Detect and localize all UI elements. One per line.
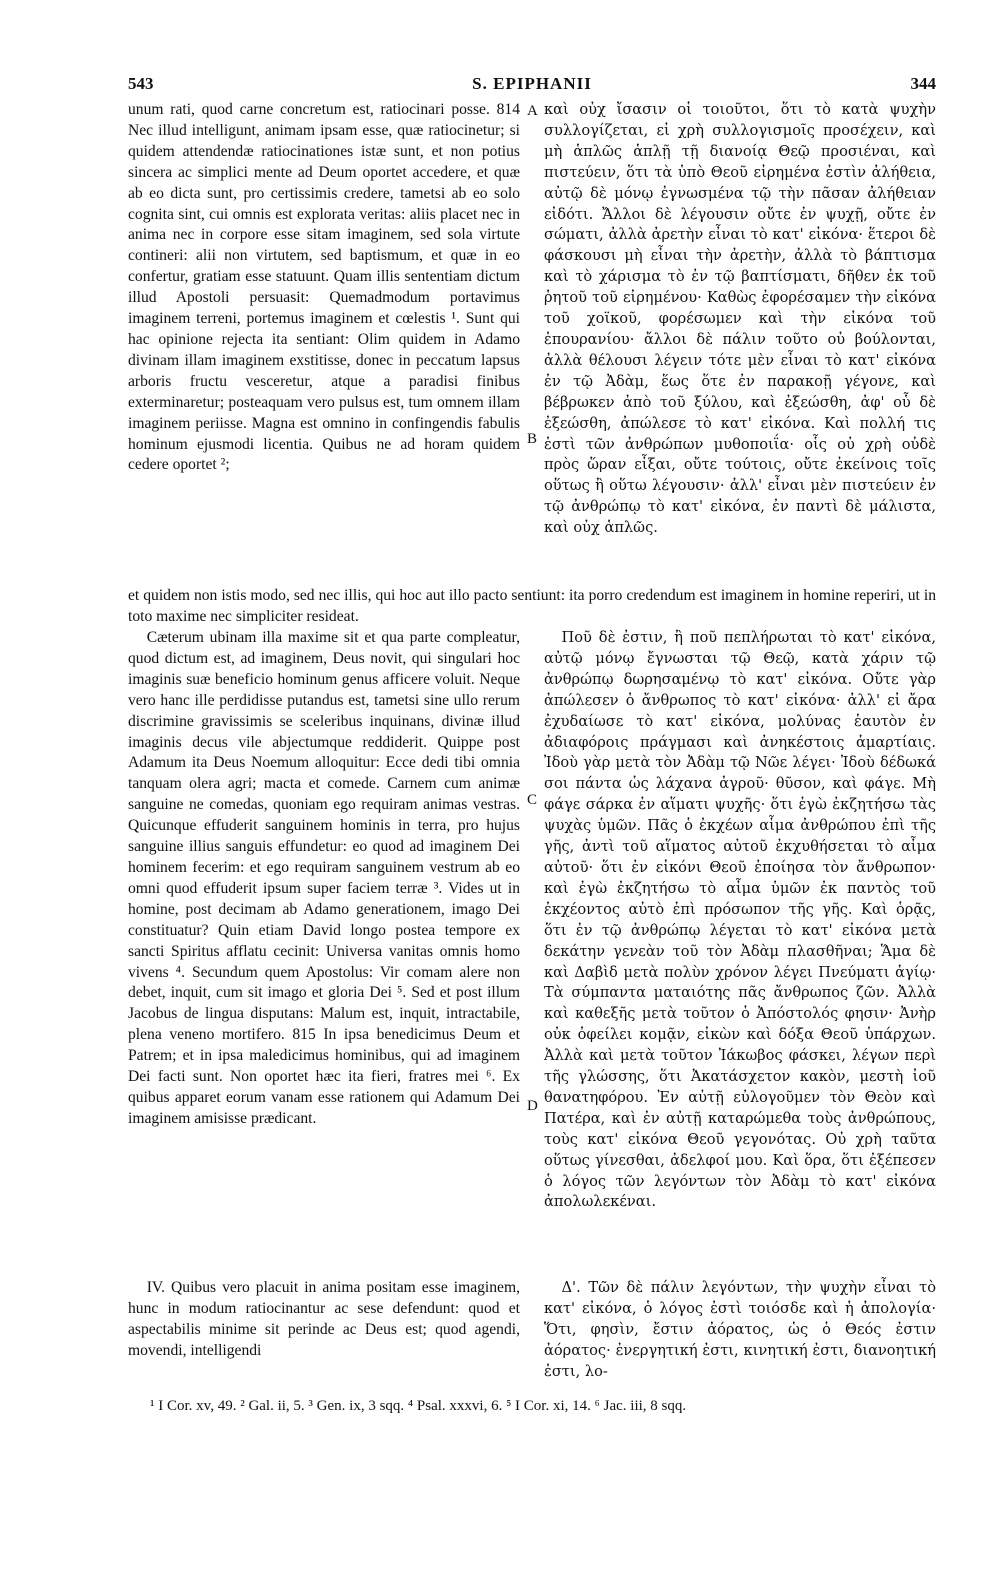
page-number-left: 543 bbox=[128, 74, 154, 93]
greek-text-middle: Ποῦ δὲ ἐστιν, ἢ ποῦ πεπλήρωται τὸ κατ' εἰκόνα, αὐτῷ μόνῳ ἔγνωσται τῷ Θεῷ, κατὰ χάριν τῷ ἀνθρώπῳ δωρησαμένῳ τὸ κατ' εἰκόνα. Οὔτε γὰρ ἀπώλεσεν ὁ ἄνθρωπος τὸ κατ' εἰκόνα· ἀλλ' εἰ ἄρα ἐχυδαίωσε τὸ κατ' εἰκόνα, μολύνας ἑαυτὸν ἐν ἀδιαφόροις πράγμασι καὶ ἀνηκέστοις ἁμαρτίαις. Ἰδοὺ γὰρ μετὰ τὸν Ἀδὰμ τῷ Νῶε λέγει· Ἰδοὺ δέδωκά σοι πάντα ὡς λάχανα ἀγροῦ· θῦσον, καὶ φάγε. Μὴ φάγε σάρκα ἐν αἵματι ψυχῆς· ὅτι ἐγὼ ἐκζητήσω τὰς ψυχὰς ὑμῶν. Πᾶς ὁ ἐκχέων αἷμα ἀνθρώπου ἐπὶ τῆς γῆς, ἀντὶ τοῦ αἵματος αὐτοῦ ἐκχυθήσεται τὸ αἷμα αὐτοῦ· ὅτι ἐν εἰκόνι Θεοῦ ἐποίησα τὸν ἄνθρωπον· καὶ ἐγὼ ἐκζητήσω τὸ αἷμα ὑμῶν ἐκ παντὸς τοῦ ἐκχέοντος αὐτὸ ἐπὶ πρόσωπον τῆς γῆς. Καὶ ὁρᾷς, ὅτι ἐν τῷ ἀνθρώπῳ λέγεται τὸ κατ' εἰκόνα μετὰ δεκάτην γενεὰν τοῦ τὸν Ἀδὰμ πλασθῆναι; Ἅμα δὲ καὶ Δαβὶδ μετὰ πολὺν χρόνον λέγει Πνεύματι ἁγίῳ· Τὰ σύμπαντα ματαιότης πᾶς ἄνθρωπος ζῶν. Ἀλλὰ καὶ καθεξῆς μετὰ τοῦτον ὁ Ἀπόστολός φησιν· Ἀνὴρ οὐκ ὀφείλει κομᾷν, εἰκὼν καὶ δόξα Θεοῦ ὑπάρχων. Ἀλλὰ καὶ μετὰ τοῦτον Ἰάκωβος φάσκει, λέγων περὶ τῆς γλώσσης, ὅτι Ἀκατάσχετον κακὸν, μεστὴ ἰοῦ θανατηφόρου. Ἐν αὐτῇ εὐλογοῦμεν τὸν Θεὸν καὶ Πατέρα, καὶ ἐν αὐτῇ καταρώμεθα τοὺς ἀνθρώπους, τοὺς κατ' εἰκόνα Θεοῦ γεγονότας. Οὐ χρὴ ταῦτα οὕτως γίνεσθαι, ἀδελφοί μου. Καὶ ὅρα, ὅτι ἐξέπεσεν ὁ λόγος τῶν λεγόντων τὸν Ἀδὰμ τὸ κατ' εἰκόνα ἀπολωλεκέναι. bbox=[544, 629, 936, 1211]
latin-text-top: unum rati, quod carne concretum est, ratiocinari posse. 814 Nec illud intelligunt, animam ipsam esse, quæ ratiocinetur; si quidem attendendæ ratiocinationes istæ sunt, et non potius sincera ac simplici mente ad Deum oportet accedere, et quæ ab eo dicta sunt, pro certissimis credere, tametsi ab eo solo cognita sint, cui omnis est explorata veritas: aliis placet nec in anima nec in corpore esse sitam imaginem, sed sola virtute contineri: alii non virtutem, sed baptismum, et quæ in eo confertur, gratiam esse statuunt. Quam illis sententiam dictum illud Apostoli persuasit: Quemadmodum portavimus imaginem terreni, portemus imaginem et cœlestis ¹. Sunt qui hac opinione rejecta ita sentiant: Olim quidem in Adamo divinam illam imaginem exstitisse, donec in peccatum lapsus arboris fructu vesceretur, atque a paradisi finibus exterminaretur; posteaquam vero pulsus est, tum omnem illam imaginem periisse. Magna est omnino in confingendis fabulis hominum ejusmodi licentia. Quibus ne ad horam quidem cedere oportet ²; bbox=[128, 101, 520, 474]
page-number-right: 344 bbox=[910, 74, 936, 93]
greek-column-top bbox=[544, 100, 936, 570]
latin-column-bottom bbox=[128, 1278, 520, 1388]
greek-text-top: καὶ οὐχ ἴσασιν οἱ τοιοῦτοι, ὅτι τὸ κατὰ ψυχὴν συλλογίζεται, εἰ χρὴ συλλογισμοῖς προσέχειν, καὶ μὴ ἁπλῶς ἁπλῇ τῇ διανοίᾳ Θεῷ προσιέναι, καὶ πιστεύειν, ὅτι τὰ ὑπὸ Θεοῦ εἰρημένα ἐστὶν ἀλήθεια, αὐτῷ δὲ μόνῳ ἐγνωσμένα τῷ τὴν πᾶσαν ἀλήθειαν εἰδότι. Ἄλλοι δὲ λέγουσιν οὔτε ἐν ψυχῇ, οὔτε ἐν σώματι, ἀλλὰ ἀρετὴν εἶναι τὸ κατ' εἰκόνα· ἕτεροι δὲ φάσκουσι μὴ εἶναι τὴν ἀρετὴν, ἀλλὰ τὸ βάπτισμα καὶ τὸ χάρισμα τὸ ἐν τῷ βαπτίσματι, δῆθεν ἐκ τοῦ ῥητοῦ τοῦ εἰρημένου· Καθὼς ἐφορέσαμεν τὴν εἰκόνα τοῦ χοϊκοῦ, φορέσωμεν καὶ τὴν εἰκόνα τοῦ ἐπουρανίου· ἄλλοι δὲ πάλιν τοῦτο οὐ βούλονται, ἀλλὰ θέλουσι λέγειν τότε μὲν εἶναι τὸ κατ' εἰκόνα ἐν τῷ Ἀδὰμ, ἕως ὅτε ἐν παρακοῇ γέγονε, καὶ βέβρωκεν ἀπὸ τοῦ ξύλου, καὶ ἐξεώσθη, ἀφ' οὗ δὲ ἐξεώσθη, ἀπώλεσε τὸ κατ' εἰκόνα. Καὶ πολλή τις ἐστὶ τῶν ἀνθρώπων μυθοποιΐα· οἷς οὐ χρὴ οὐδὲ πρὸς ὥραν εἶξαι, οὔτε τούτοις, οὔτε ἐκείνοις τοῖς οὕτως ἢ οὕτω λέγουσιν· ἀλλ' εἶναι μὲν πιστεύειν ἐν τῷ ἀνθρώπῳ τὸ κατ' εἰκόνα, ἐν παντὶ δὲ μάλιστα, καὶ οὐχ ἁπλῶς. bbox=[544, 101, 936, 537]
latin-text-span: et quidem non istis modo, sed nec illis, qui hoc aut illo pacto sentiunt: ita porro credendum est imaginem in homine reperiri, ut in toto maxime nec simpliciter resideat. bbox=[128, 586, 936, 625]
margin-letter-d: D bbox=[527, 1098, 538, 1114]
latin-text-middle: Cæterum ubinam illa maxime sit et qua parte compleatur, quod dictum est, ad imaginem, Deus novit, qui singulari hoc imaginis suæ beneficio hominum genus afficere voluit. Neque vero hanc ille perdidisse putandus est, tametsi sine ullo rerum discrimine gravissimis se sceleribus inquinans, divinæ illud imaginis decus vile abjectumque reddiderit. Quippe post Adamum ita Deus Noemum alloquitur: Ecce dedi tibi omnia tanquam olera agri; macta et comede. Carnem cum animæ sanguine ne comedas, quoniam ego requiram animas vestras. Quicunque effuderit sanguinem hominis in terra, pro hujus sanguine illius sanguis effundetur: eo quod ad imaginem Dei hominem fecerim: et ego requiram sanguinem vestrum ab eo omni quod effuderit ipsum super faciem terræ ³. Vides ut in homine, post decimam ab Adamo generationem, imago Dei constituatur? Quin etiam David longo postea tempore ex sancti Spiritus afflatu cecinit: Universa vanitas omnis homo vivens ⁴. Secundum quem Apostolus: Vir comam alere non debet, inquit, cum sit imago et gloria Dei ⁵. Sed et post illum Jacobus de lingua disputans: Malum est, inquit, intractabile, plena veneno mortifero. 815 In ipsa benedicimus Deum et Patrem; et in ipsa maledicimus hominibus, qui ad imaginem Dei facti sunt. Non oportet hæc ita fieri, fratres mei ⁶. Ex quibus apparet eorum vanam esse rationem qui Adamum Dei imaginem amisisse prædicant. bbox=[128, 629, 520, 1127]
greek-column-bottom bbox=[544, 1278, 936, 1388]
greek-column-middle bbox=[544, 628, 936, 1278]
margin-letter-c: C bbox=[527, 792, 538, 808]
latin-text-bottom: IV. Quibus vero placuit in anima positam esse imaginem, hunc in modum ratiocinantur ac sese defendunt: quod et aspectabilis minime sit perinde ac Deus est; quod agendi, movendi, intelligendi bbox=[128, 1279, 520, 1359]
margin-letter-a: A bbox=[527, 103, 538, 119]
running-title: S. EPIPHANII bbox=[472, 74, 592, 93]
footnotes: ¹ I Cor. xv, 49. ² Gal. ii, 5. ³ Gen. ix, 3 sqq. ⁴ Psal. xxxvi, 6. ⁵ I Cor. xi, 14. ⁶ Jac. iii, 8 sqq. bbox=[150, 1398, 687, 1414]
greek-text-bottom: Δ'. Τῶν δὲ πάλιν λεγόντων, τὴν ψυχὴν εἶναι τὸ κατ' εἰκόνα, ὁ λόγος ἐστὶ τοιόσδε καὶ ἡ ἀπολογία· Ὅτι, φησὶν, ἔστιν ἀόρατος, ὡς ὁ Θεός ἐστιν ἀόρατος· ἐνεργητική ἐστι, κινητική ἐστι, διανοητική ἐστι, λο- bbox=[544, 1279, 936, 1380]
margin-letter-b: B bbox=[527, 431, 538, 447]
latin-column-middle bbox=[128, 628, 520, 1278]
page-header bbox=[128, 74, 936, 98]
latin-column-top bbox=[128, 100, 520, 570]
